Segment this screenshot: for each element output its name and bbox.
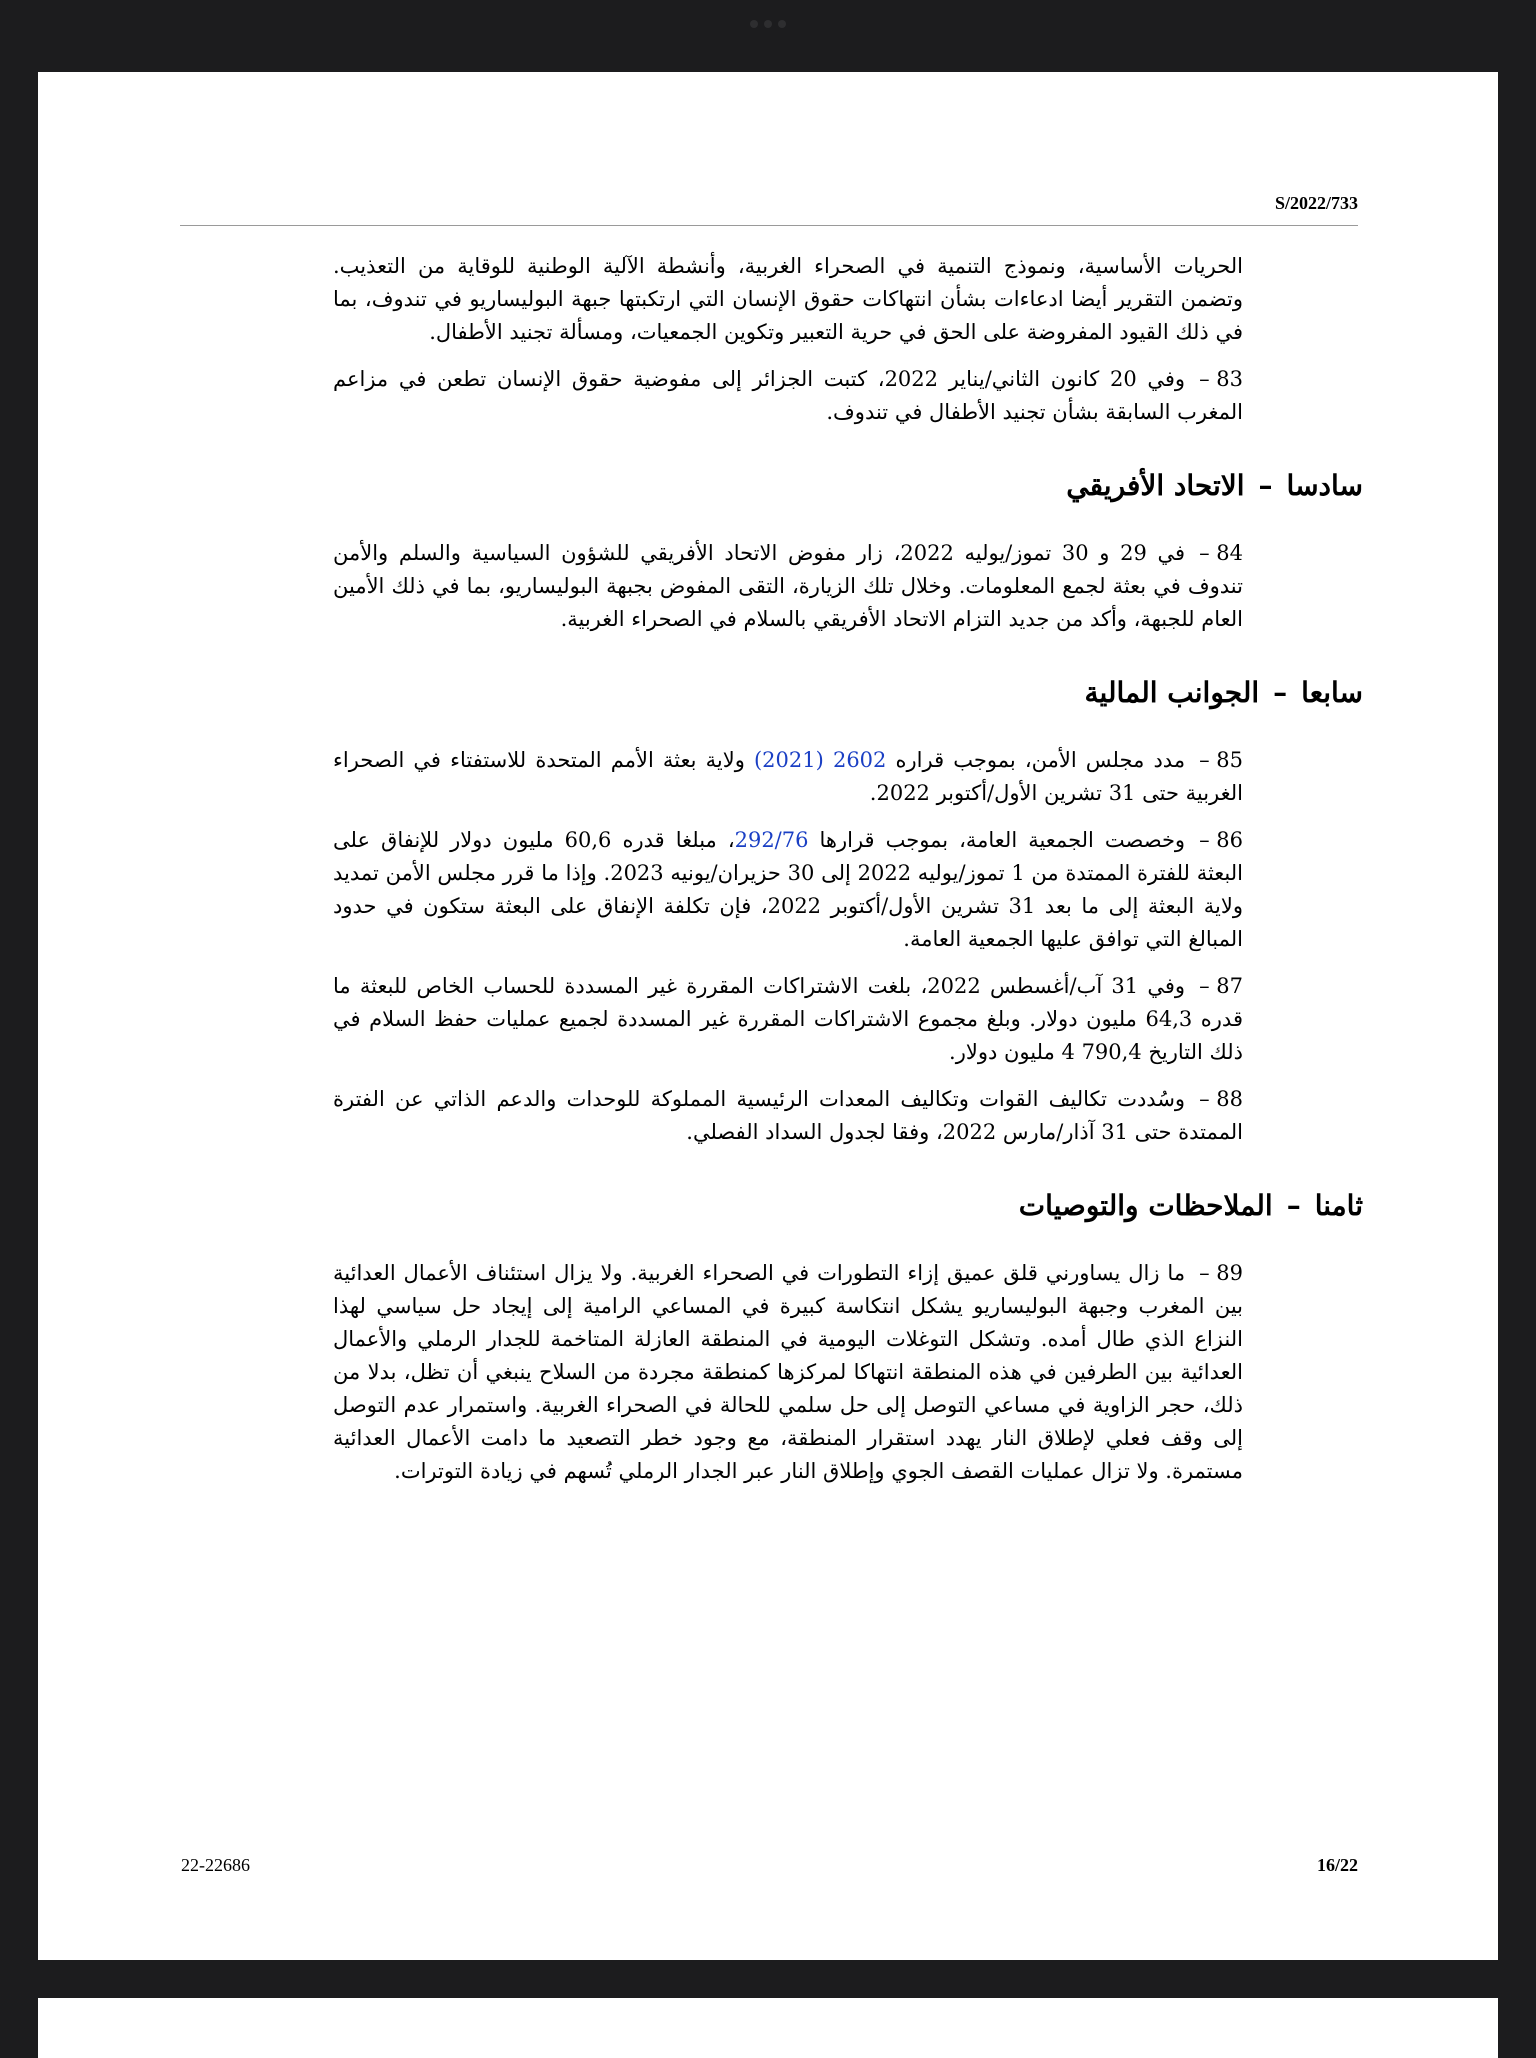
handle-dot [764, 20, 772, 28]
section-title: الجوانب المالية [1084, 676, 1260, 709]
section-heading-8 [333, 1189, 1363, 1229]
paragraph-84 [333, 537, 1243, 636]
paragraph-text: وسُددت تكاليف القوات وتكاليف المعدات الرئيسية المملوكة للوحدات والدعم الذاتي عن الفترة الممتدة حتى 31 آذار/مارس 2022، وفقا لجدول السداد الفصلي. [333, 1087, 1243, 1144]
paragraph-text: ولاية بعثة الأمم المتحدة للاستفتاء في الصحراء الغربية حتى 31 تشرين الأول/أكتوبر 2022. [333, 748, 1243, 805]
paragraph-number: 86 – [1199, 828, 1243, 852]
resolution-link[interactable]: 2602 (2021) [753, 748, 887, 772]
section-number: ثامنا [1314, 1189, 1363, 1222]
paragraph-87 [333, 970, 1243, 1069]
paragraph-text: ، مبلغا قدره 60,6 مليون دولار للإنفاق على البعثة للفترة الممتدة من 1 تموز/يوليه 2022 إلى 30 حزيران/يونيه 2023. وإذا ما قرر مجلس الأمن تمديد ولاية البعثة إلى ما بعد 31 تشرين الأول/أكتوبر 2022، فإن تكلفة الإنفاق على البعثة ستكون في حدود المبالغ التي توافق عليها الجمعية العامة. [333, 828, 1243, 951]
paragraph-number: 87 – [1199, 974, 1243, 998]
resolution-link[interactable]: 292/76 [734, 828, 809, 852]
paragraph-continued: الحريات الأساسية، ونموذج التنمية في الصحراء الغربية، وأنشطة الآلية الوطنية للوقاية من التعذيب. وتضمن التقرير أيضا ادعاءات بشأن انتهاكات حقوق الإنسان التي ارتكبتها جبهة البوليساريو في تندوف، بما في ذلك القيود المفروضة على الحق في حرية التعبير وتكوين الجمعيات، ومسألة تجنيد الأطفال. [333, 254, 1243, 344]
section-number: سادسا [1286, 469, 1363, 502]
paragraph-text: مدد مجلس الأمن، بموجب قراره [886, 748, 1186, 772]
header-rule [180, 225, 1358, 226]
paragraph-text: ما زال يساورني قلق عميق إزاء التطورات في الصحراء الغربية. ولا يزال استئناف الأعمال العدائية بين المغرب وجبهة البوليساريو يشكل انتكاسة كبيرة في المساعي الرامية إلى إيجاد حل سياسي لهذا النزاع الذي طال أمده. وتشكل التوغلات اليومية في المنطقة العازلة المتاخمة للجدار الرملي والأعمال العدائية بين الطرفين في هذه المنطقة انتهاكا لمركزها كمنطقة مجردة من السلاح ينبغي أن تظل، بدلا من ذلك، حجر الزاوية في مساعي التوصل إلى حل سلمي للحالة في الصحراء الغربية. واستمرار عدم التوصل إلى وقف فعلي لإطلاق النار يهدد استقرار المنطقة، مع وجود خطر التصعيد ما دامت الأعمال العدائية مستمرة. ولا تزال عمليات القصف الجوي وإطلاق النار عبر الجدار الرملي تُسهم في زيادة التوترات. [333, 1261, 1243, 1483]
paragraph-85 [333, 744, 1243, 810]
paragraph-83 [333, 363, 1243, 429]
section-dash: – [1286, 1189, 1301, 1222]
paragraph-number: 88 – [1199, 1087, 1243, 1111]
section-title: الملاحظات والتوصيات [1018, 1189, 1273, 1222]
paragraph-text: في 29 و 30 تموز/يوليه 2022، زار مفوض الاتحاد الأفريقي للشؤون السياسية والسلم والأمن تندوف في بعثة لجمع المعلومات. وخلال تلك الزيارة، التقى المفوض بجبهة البوليساريو، بما في ذلك الأمين العام للجبهة، وأكد من جديد التزام الاتحاد الأفريقي بالسلام في الصحراء الغربية. [333, 541, 1243, 631]
section-dash: – [1273, 676, 1288, 709]
paragraph-89 [333, 1257, 1243, 1488]
page-number: 16/22 [1316, 1855, 1358, 1875]
section-number: سابعا [1301, 676, 1363, 709]
page-body [333, 250, 1363, 1502]
paragraph-88 [333, 1083, 1243, 1149]
section-dash: – [1258, 469, 1273, 502]
section-heading-6 [333, 469, 1363, 509]
handle-dot [778, 20, 786, 28]
page-drag-handle[interactable] [740, 20, 796, 28]
paragraph-text: وفي 31 آب/أغسطس 2022، بلغت الاشتراكات المقررة غير المسددة للحساب الخاص للبعثة ما قدره 64,3 مليون دولار. وبلغ مجموع الاشتراكات المقررة غير المسددة لجميع عمليات حفظ السلام في ذلك التاريخ 790,4 4 مليون دولار. [333, 974, 1243, 1064]
paragraph-text: وخصصت الجمعية العامة، بموجب قرارها [808, 828, 1186, 852]
paragraph-number: 89 – [1199, 1261, 1243, 1285]
document-number: 22-22686 [181, 1855, 250, 1875]
section-heading-7 [333, 676, 1363, 716]
document-symbol: S/2022/733 [1274, 193, 1358, 213]
paragraph-86 [333, 824, 1243, 956]
section-title: الاتحاد الأفريقي [1066, 469, 1245, 502]
paragraph-number: 85 – [1199, 748, 1243, 772]
paragraph-number: 83 – [1199, 367, 1243, 391]
paragraph-text: وفي 20 كانون الثاني/يناير 2022، كتبت الجزائر إلى مفوضية حقوق الإنسان تطعن في مزاعم المغرب السابقة بشأن تجنيد الأطفال في تندوف. [333, 367, 1243, 424]
document-page [38, 72, 1498, 1960]
next-page-preview [38, 1998, 1498, 2058]
paragraph-number: 84 – [1199, 541, 1244, 565]
handle-dot [750, 20, 758, 28]
